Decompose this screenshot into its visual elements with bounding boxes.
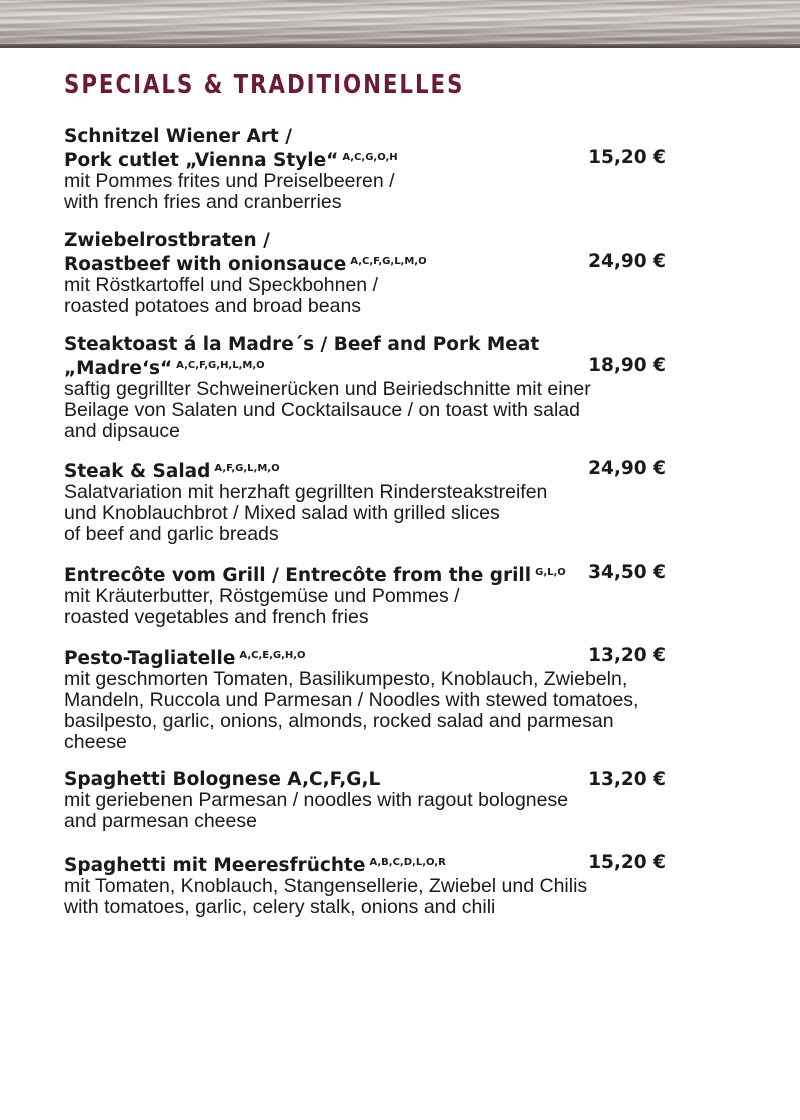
wood-header-banner (0, 0, 800, 48)
allergen-codes: A,C,E,G,H,O (239, 650, 306, 661)
item-description-line: roasted potatoes and broad beans (64, 295, 362, 317)
page-title: SPECIALS & TRADITIONELLES (64, 70, 465, 100)
item-description-line: of beef and garlic breads (64, 523, 279, 545)
menu-item-spaghetti-bolognese (64, 769, 666, 832)
item-description-line: basilpesto, garlic, onions, almonds, rocked salad and parmesan (64, 710, 614, 732)
item-description-line: mit geschmorten Tomaten, Basilikumpesto, Knoblauch, Zwiebeln, (64, 668, 628, 690)
item-description-line: Mandeln, Ruccola und Parmesan / Noodles with stewed tomatoes, (64, 689, 639, 711)
allergen-codes: A,B,C,D,L,O,R (369, 857, 446, 868)
item-name-line: Zwiebelrostbraten / (64, 230, 270, 251)
item-price: 13,20 € (588, 769, 666, 790)
menu-item-zwiebelrostbraten (64, 230, 666, 317)
item-name-line: Roastbeef with onionsauce $^{A,C,F,G,L,M,O}$ 24,90 € (64, 251, 666, 275)
menu-item-schnitzel (64, 126, 666, 213)
item-description-line: and parmesan cheese (64, 810, 257, 832)
menu-item-steaktoast (64, 334, 666, 442)
item-name-line: Spaghetti Bolognese A,C,F,G,L 13,20 € (64, 769, 666, 790)
item-name-line: Spaghetti mit Meeresfrüchte $^{A,B,C,D,L,O,R}$ 15,20 € (64, 852, 666, 876)
allergen-codes: A,C,F,G,L,M,O (350, 256, 427, 267)
allergen-codes: A,F,G,L,M,O (214, 463, 280, 474)
item-name-line: Pork cutlet „Vienna Style“ $^{A,C,G,O,H}$ 15,20 € (64, 147, 666, 171)
menu-item-spaghetti-meeresfruechte (64, 852, 666, 918)
item-name-line: Steak & Salad $^{A,F,G,L,M,O}$ 24,90 € (64, 458, 666, 482)
item-price: 15,20 € (588, 147, 666, 168)
allergen-codes: A,C,F,G,H,L,M,O (176, 360, 265, 371)
item-description-line: saftig gegrillter Schweinerücken und Beiriedschnitte mit einer (64, 378, 591, 400)
item-name-line: „Madre‘s“ $^{A,C,F,G,H,L,M,O}$ 18,90 € (64, 355, 666, 379)
item-description-line: mit Tomaten, Knoblauch, Stangensellerie, Zwiebel und Chilis (64, 875, 588, 897)
item-description-line: mit Pommes frites und Preiselbeeren / (64, 170, 395, 192)
menu-item-steak-salad (64, 458, 666, 545)
item-price: 24,90 € (588, 251, 666, 272)
item-description-line: mit Röstkartoffel und Speckbohnen / (64, 274, 378, 296)
item-description-line: and dipsauce (64, 420, 181, 442)
allergen-codes: A,C,G,O,H (342, 152, 398, 163)
item-description-line: Beilage von Salaten und Cocktailsauce / on toast with salad (64, 399, 580, 421)
item-name-line: Entrecôte vom Grill / Entrecôte from the grill $^{G,L,O}$ 34,50 € (64, 562, 666, 586)
item-name-line: Pesto-Tagliatelle $^{A,C,E,G,H,O}$ 13,20 € (64, 645, 666, 669)
item-description-line: with tomatoes, garlic, celery stalk, onions and chili (64, 896, 496, 918)
menu-item-pesto-tagliatelle (64, 645, 666, 753)
item-description-line: with french fries and cranberries (64, 191, 342, 213)
item-price: 24,90 € (588, 458, 666, 479)
item-description-line: und Knoblauchbrot / Mixed salad with grilled slices (64, 502, 500, 524)
item-price: 34,50 € (588, 562, 666, 583)
item-price: 13,20 € (588, 645, 666, 666)
item-description-line: mit geriebenen Parmesan / noodles with ragout bolognese (64, 789, 569, 811)
item-description-line: mit Kräuterbutter, Röstgemüse und Pommes / (64, 585, 460, 607)
item-price: 15,20 € (588, 852, 666, 873)
item-description-line: Salatvariation mit herzhaft gegrillten Rindersteakstreifen (64, 481, 548, 503)
item-description-line: cheese (64, 731, 127, 753)
item-name-line: Schnitzel Wiener Art / (64, 126, 292, 147)
allergen-codes: G,L,O (535, 567, 566, 578)
item-price: 18,90 € (588, 355, 666, 376)
item-description-line: roasted vegetables and french fries (64, 606, 369, 628)
item-name-line: Steaktoast á la Madre´s / Beef and Pork Meat (64, 334, 540, 355)
menu-item-entrecote (64, 562, 666, 628)
